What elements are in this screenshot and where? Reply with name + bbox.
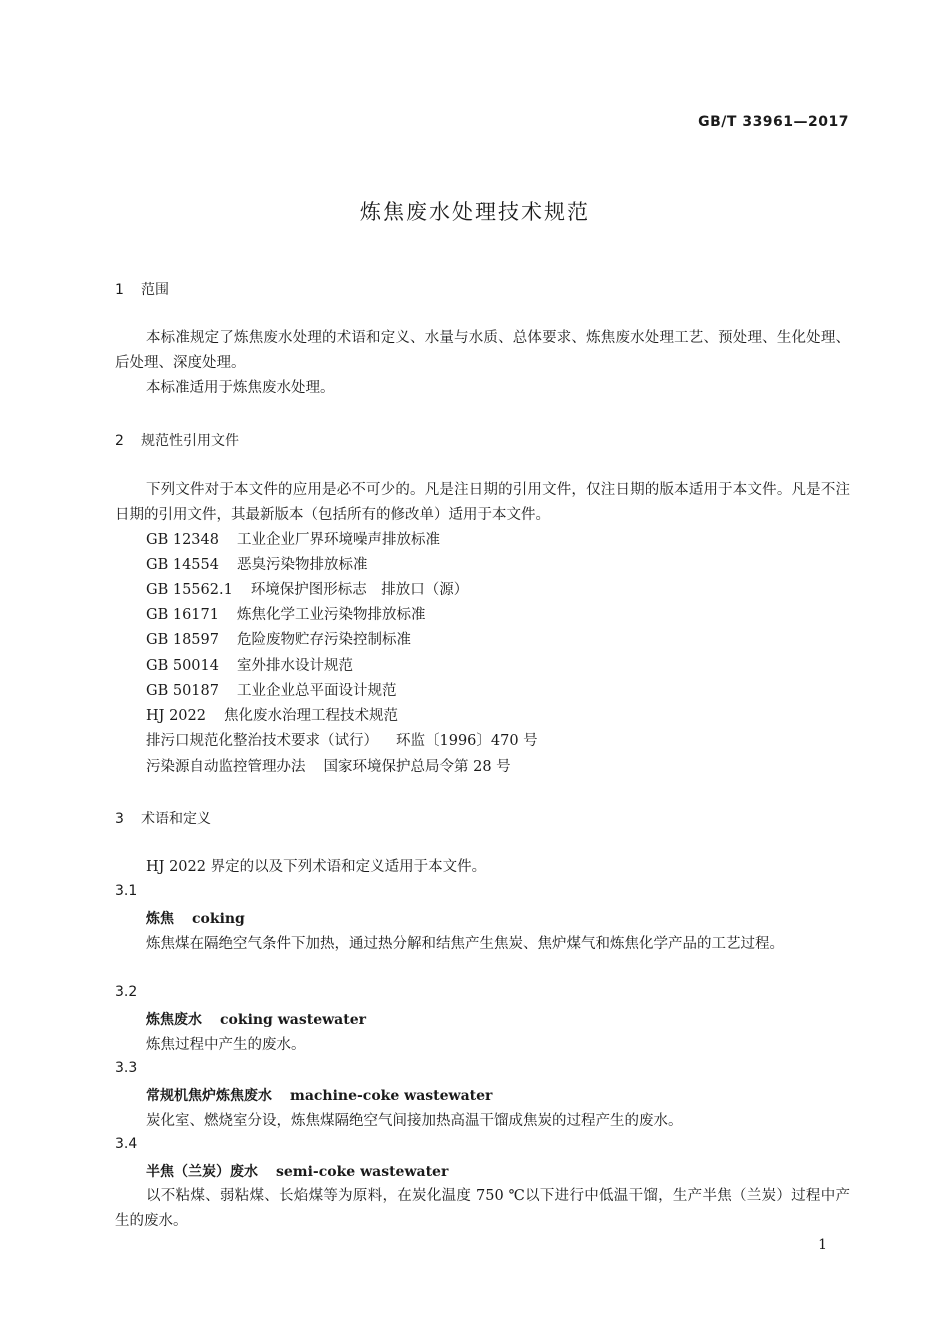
reference-title: 恶臭污染物排放标准 [236,557,368,573]
standard-number: GB/T 33961—2017 [698,114,849,130]
reference-title: 危险废物贮存污染控制标准 [236,632,411,648]
reference-code: GB 50014 [146,658,219,674]
reference-code: GB 12348 [146,532,219,548]
reference-item [146,628,411,649]
section-title: 术语和定义 [141,811,211,827]
term-clause-number: 3.2 [115,984,138,1000]
reference-code: GB 14554 [146,557,219,573]
section-1-heading [115,279,169,299]
document-title: 炼焦废水处理技术规范 [360,200,590,224]
reference-title: 工业企业总平面设计规范 [236,683,397,699]
reference-code: 排污口规范化整治技术要求（试行） [146,733,378,749]
reference-title: 工业企业厂界环境噪声排放标准 [236,532,440,548]
reference-code: GB 15562.1 [146,582,233,598]
reference-title: 环监〔1996〕470 号 [396,733,538,749]
reference-title: 炼焦化学工业污染物排放标准 [236,607,426,623]
reference-title: 室外排水设计规范 [236,658,353,674]
term-heading [146,908,245,928]
section-2-intro: 下列文件对于本文件的应用是必不可少的。凡是注日期的引用文件，仅注日期的版本适用于本文件。凡是不注日期的引用文件，其最新版本（包括所有的修改单）适用于本文件。 [115,482,850,523]
section-2-heading [115,430,239,450]
reference-item [146,578,468,599]
page-number: 1 [818,1237,827,1253]
reference-item [146,603,425,624]
term-clause-number: 3.1 [115,883,138,899]
reference-code: 污染源自动监控管理办法 [146,759,306,775]
reference-item [146,755,511,776]
section-number: 2 [115,433,124,449]
term-clause-number: 3.3 [115,1060,138,1076]
reference-item [146,553,367,574]
term-definition: 炼焦煤在隔绝空气条件下加热，通过热分解和结焦产生焦炭、焦炉煤气和炼焦化学产品的工艺过程。 [146,936,784,952]
section-number: 3 [115,811,124,827]
reference-code: HJ 2022 [146,708,206,724]
term-definition: 炼焦过程中产生的废水。 [146,1037,306,1053]
reference-code: GB 18597 [146,632,219,648]
term-zh: 半焦（兰炭）废水 [146,1164,258,1180]
section-1-paragraph-2: 本标准适用于炼焦废水处理。 [146,380,335,396]
reference-title: 环境保护图形标志 排放口（源） [250,582,469,598]
term-definition: 炭化室、燃烧室分设，炼焦煤隔绝空气间接加热高温干馏成焦炭的过程产生的废水。 [146,1113,683,1129]
term-definition: 以不粘煤、弱粘煤、长焰煤等为原料，在炭化温度 750 ℃以下进行中低温干馏，生产半焦（兰炭）过程中产生的废水。 [115,1188,850,1229]
term-zh: 炼焦废水 [146,1012,202,1028]
reference-item [146,729,538,750]
reference-item [146,528,440,549]
term-heading [146,1009,366,1029]
reference-title: 国家环境保护总局令第 28 号 [323,759,511,775]
reference-code: GB 16171 [146,607,219,623]
section-title: 规范性引用文件 [141,433,239,449]
reference-code: GB 50187 [146,683,219,699]
term-clause-number: 3.4 [115,1136,138,1152]
section-number: 1 [115,282,124,298]
section-1-paragraph-1: 本标准规定了炼焦废水处理的术语和定义、水量与水质、总体要求、炼焦废水处理工艺、预处理、生化处理、后处理、深度处理。 [115,330,850,371]
reference-item [146,654,353,675]
term-heading [146,1085,492,1105]
term-en: coking wastewater [220,1012,366,1028]
section-3-intro: HJ 2022 界定的以及下列术语和定义适用于本文件。 [146,859,487,875]
term-zh: 炼焦 [146,911,174,927]
section-3-heading [115,808,211,828]
term-en: coking [192,911,245,927]
term-heading [146,1161,448,1181]
reference-item [146,679,396,700]
term-en: machine-coke wastewater [290,1088,493,1104]
term-zh: 常规机焦炉炼焦废水 [146,1088,272,1104]
term-en: semi-coke wastewater [276,1164,449,1180]
reference-item [146,704,398,725]
reference-title: 焦化废水治理工程技术规范 [223,708,398,724]
section-title: 范围 [141,282,169,298]
